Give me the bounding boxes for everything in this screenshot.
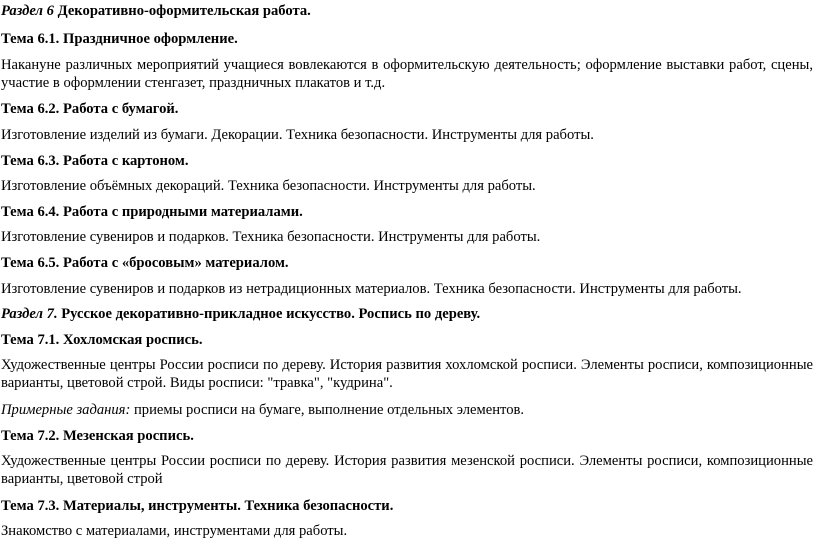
- topic-7-2-body: Художественные центры России росписи по дереву. История развития мезенской росписи. Элементы росписи, композиционные варианты, цветовой строй: [1, 453, 813, 487]
- tasks-label: Примерные задания:: [1, 402, 131, 418]
- topic-7-3-body: Знакомство с материалами, инструментами для работы.: [1, 523, 348, 539]
- topic-6-4-title: Тема 6.4. Работа с природными материалами.: [1, 204, 303, 220]
- tasks-text: приемы росписи на бумаге, выполнение отдельных элементов.: [130, 402, 525, 418]
- section-7-title: Русское декоративно-прикладное искусство. Роспись по дереву.: [61, 306, 481, 322]
- topic-7-1-tasks: [1, 401, 524, 419]
- topic-6-3-title: Тема 6.3. Работа с картоном.: [1, 153, 189, 169]
- section-6-heading: [1, 2, 311, 20]
- topic-6-5-body: Изготовление сувениров и подарков из нетрадиционных материалов. Техника безопасности. Инструменты для работы.: [1, 281, 742, 297]
- topic-6-1-title: Тема 6.1. Праздничное оформление.: [1, 31, 238, 47]
- topic-6-4-body: Изготовление сувениров и подарков. Техника безопасности. Инструменты для работы.: [1, 229, 541, 245]
- section-6-label: Раздел 6: [1, 3, 54, 19]
- section-7-heading: [1, 305, 480, 323]
- topic-6-1-body: Накануне различных мероприятий учащиеся вовлекаются в оформительскую деятельность; оформление выставки работ, сцены, участие в оформлении стенгазет, праздничных плакатов и т.д.: [1, 57, 813, 91]
- topic-6-3-body: Изготовление объёмных декораций. Техника безопасности. Инструменты для работы.: [1, 178, 536, 194]
- topic-6-2-body: Изготовление изделий из бумаги. Декорации. Техника безопасности. Инструменты для работы.: [1, 127, 594, 143]
- topic-7-2-title: Тема 7.2. Мезенская роспись.: [1, 428, 194, 444]
- topic-7-1-body: Художественные центры России росписи по дереву. История развития хохломской росписи. Элементы росписи, композиционные варианты, цветовой строй. Виды росписи: "травка", "кудрина".: [1, 357, 813, 391]
- section-7-label: Раздел 7.: [1, 306, 58, 322]
- topic-7-1-title: Тема 7.1. Хохломская роспись.: [1, 332, 203, 348]
- section-6-title: Декоративно-оформительская работа.: [57, 3, 311, 19]
- topic-6-2-title: Тема 6.2. Работа с бумагой.: [1, 101, 179, 117]
- topic-7-3-title: Тема 7.3. Материалы, инструменты. Техника безопасности.: [1, 498, 394, 514]
- topic-6-5-title: Тема 6.5. Работа с «бросовым» материалом.: [1, 255, 289, 271]
